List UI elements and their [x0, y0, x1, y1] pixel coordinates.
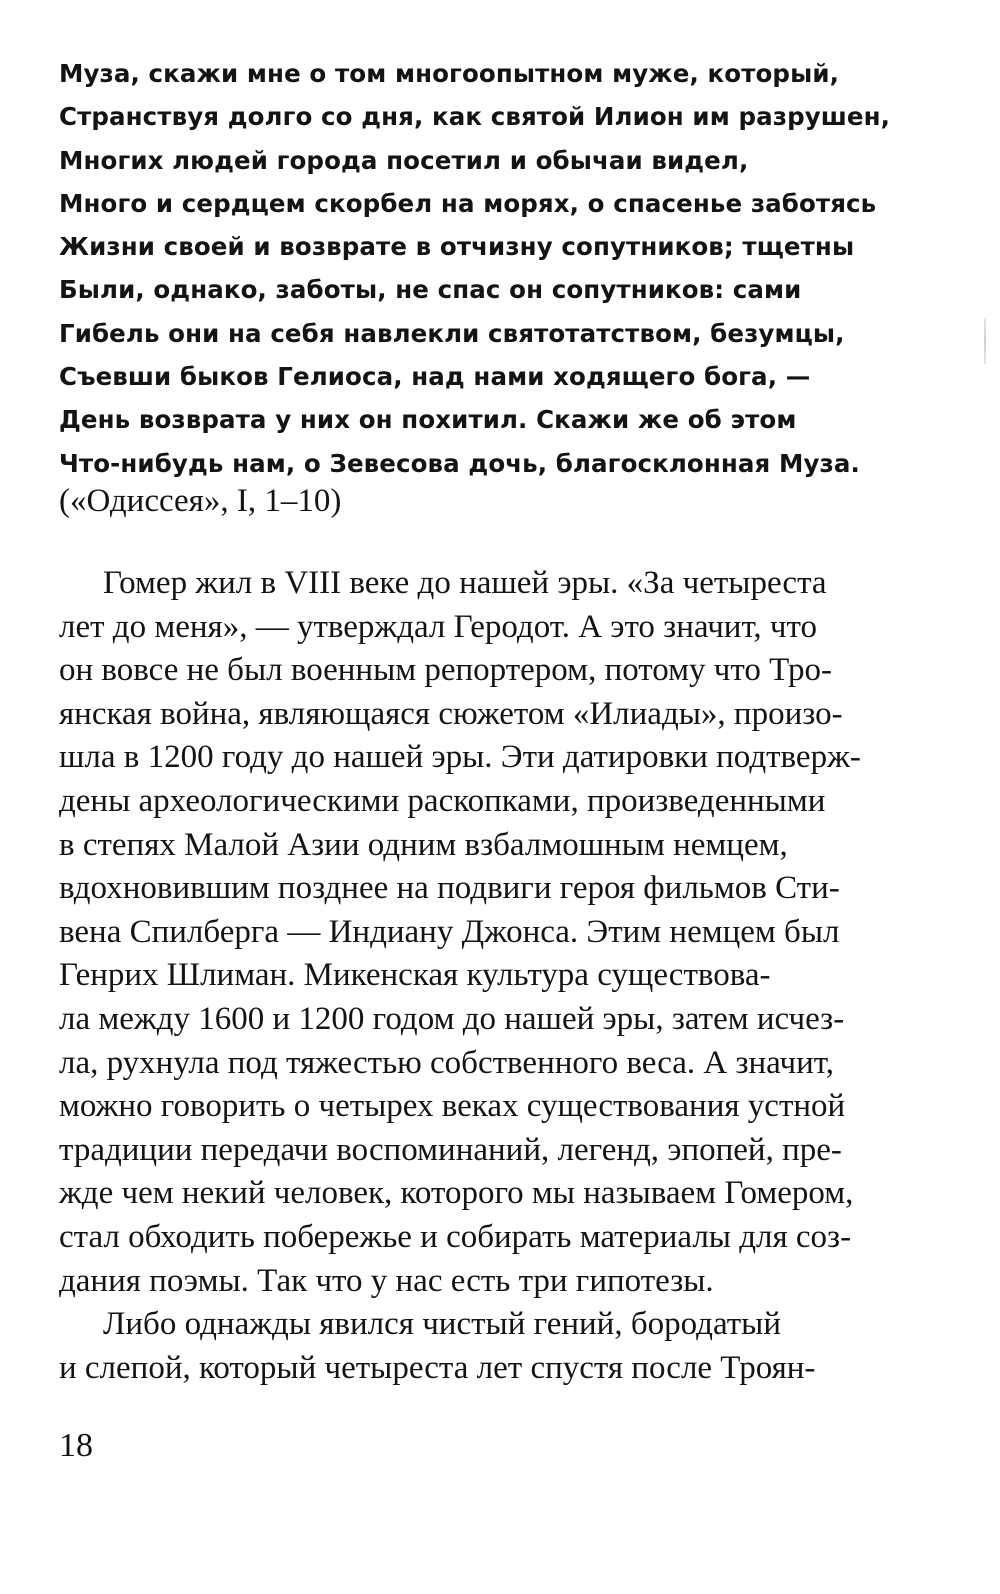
- text-line: лет до меня», — утверждал Геродот. А это значит, что: [59, 608, 817, 645]
- poem-line: Гибель они на себя навлекли святотатством, безумцы,: [59, 318, 845, 348]
- poem-line: Много и сердцем скорбел на морях, о спасенье заботясь: [59, 188, 877, 218]
- text-line: в степях Малой Азии одним взбалмошным немцем,: [59, 826, 788, 863]
- text-line: и слепой, который четыреста лет спустя после Троян-: [59, 1349, 816, 1386]
- poem-line: Странствуя долго со дня, как святой Илион им разрушен,: [59, 102, 891, 132]
- poem-line: День возврата у них он похитил. Скажи же об этом: [59, 405, 797, 435]
- poem-line: Съевши быков Гелиоса, над нами ходящего бога, —: [59, 362, 811, 392]
- poem-line: Муза, скажи мне о том многоопытном муже, который,: [59, 59, 839, 88]
- text-line: можно говорить о четырех веках существования устной: [59, 1088, 846, 1125]
- text-line: стал обходить побережье и собирать материалы для соз-: [59, 1218, 852, 1255]
- epigraph-poem: [59, 52, 939, 485]
- poem-line: Что-нибудь нам, о Зевесова дочь, благосклонная Муза.: [59, 448, 860, 478]
- text-line: традиции передачи воспоминаний, легенд, эпопей, пре-: [59, 1131, 842, 1168]
- scan-mark: [984, 318, 986, 364]
- text-line: дания поэмы. Так что у нас есть три гипотезы.: [59, 1262, 714, 1299]
- text-line: Генрих Шлиман. Микенская культура существова-: [59, 957, 771, 994]
- text-line: он вовсе не был военным репортером, потому что Тро-: [59, 652, 833, 689]
- text-line: шла в 1200 году до нашей эры. Эти датировки подтверж-: [59, 739, 861, 776]
- body-text: [59, 562, 939, 1390]
- text-line: янская война, являющаяся сюжетом «Илиады», произо-: [59, 695, 843, 732]
- page-number: 18: [59, 1427, 93, 1464]
- text-line: вдохновившим позднее на подвиги героя фильмов Сти-: [59, 870, 840, 907]
- poem-citation: («Одиссея», I, 1–10): [59, 483, 342, 519]
- text-line: Либо однажды явился чистый гений, бородатый: [103, 1306, 782, 1343]
- poem-line: Жизни своей и возврате в отчизну сопутников; тщетны: [59, 232, 855, 262]
- text-line: жде чем некий человек, которого мы называем Гомером,: [59, 1175, 854, 1212]
- text-line: Гомер жил в VIII веке до нашей эры. «За четыреста: [103, 565, 827, 601]
- text-line: вена Спилберга — Индиану Джонса. Этим немцем был: [59, 913, 840, 950]
- text-line: ла, рухнула под тяжестью собственного веса. А значит,: [59, 1044, 834, 1081]
- paragraph: [59, 562, 939, 1303]
- paragraph: [59, 1303, 939, 1390]
- poem-line: Были, однако, заботы, не спас он сопутников: сами: [59, 275, 802, 305]
- text-line: ла между 1600 и 1200 годом до нашей эры, затем исчез-: [59, 1000, 845, 1037]
- text-line: дены археологическими раскопками, произведенными: [59, 782, 826, 819]
- poem-line: Многих людей города посетил и обычаи видел,: [59, 145, 749, 175]
